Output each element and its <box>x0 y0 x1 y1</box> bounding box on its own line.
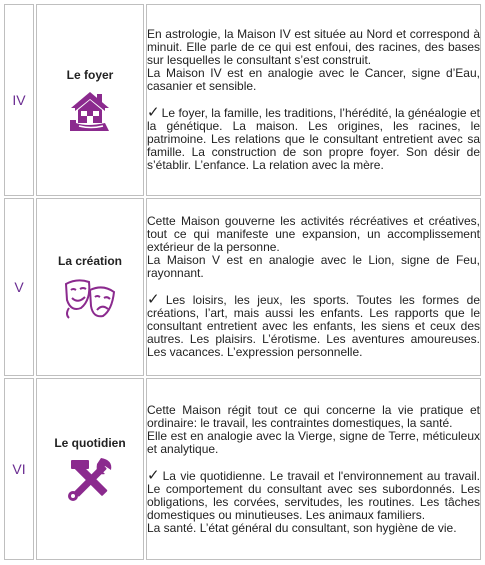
house-title: Le foyer <box>66 68 114 82</box>
house-analogy: La Maison V est en analogie avec le Lion, signe de Feu, rayonnant. <box>147 253 480 280</box>
check-icon: ✓ <box>147 291 164 308</box>
house-cell <box>36 378 144 560</box>
table-row <box>4 198 481 376</box>
house-analogy: Elle est en analogie avec la Vierge, signe de Terre, méticuleux et analytique. <box>147 428 480 456</box>
house-intro: En astrologie, la Maison IV est située au Nord et correspond à minuit. Elle parle de ce qui est enfoui, des racines, des bases sur lesquelles le consultant s’est construit. <box>147 27 480 67</box>
house-intro: Cette Maison régit tout ce qui concerne la vie pratique et ordinaire: le travail, les contraintes domestiques, la santé. <box>147 402 480 430</box>
house-keywords: ✓ La vie quotidienne. Le travail et l'environnement au travail. Le comportement du consultant avec ses subordonnés. Les obligations, les corvées, servitudes, les routines. Les tâches domestiques ou minutieuses. Les animaux familiers. <box>147 466 480 522</box>
house-description <box>146 378 481 560</box>
house-numeral: IV <box>4 4 34 196</box>
house-cell <box>36 4 144 196</box>
check-icon: ✓ <box>147 466 161 484</box>
house-title: La création <box>57 254 123 268</box>
theater-masks-icon <box>63 276 117 320</box>
house-description <box>146 4 481 196</box>
house-analogy: La Maison IV est en analogie avec le Cancer, signe d’Eau, casanier et sensible. <box>147 66 480 93</box>
house-description <box>146 198 481 376</box>
tools-icon <box>67 458 113 502</box>
houses-table <box>2 2 483 562</box>
table-row <box>4 378 481 560</box>
table-row <box>4 4 481 196</box>
house-intro: Cette Maison gouverne les activités récréatives et créatives, tout ce qui manifeste une expansion, un accomplissement extérieur de la personne. <box>147 214 480 254</box>
house-title: Le quotidien <box>54 436 126 450</box>
house-cell <box>36 198 144 376</box>
check-icon: ✓ <box>147 104 160 121</box>
house-numeral: V <box>4 198 34 376</box>
house-extra: La santé. L’état général du consultant, son hygiène de vie. <box>147 520 457 535</box>
house-keywords: ✓ Les loisirs, les jeux, les sports. Toutes les formes de créations, l’art, mais aussi les enfants. Les rapports que le consultant entretient avec les enfants, les siens et ceux des autres. Les plaisirs. L’érotisme. Les aventures amoureuses. Les vacances. L’expression personnelle. <box>147 291 480 359</box>
house-icon <box>67 90 113 132</box>
house-numeral: VI <box>4 378 34 560</box>
house-keywords: ✓ Le foyer, la famille, les traditions, l’hérédité, la généalogie et la génétique. La maison. Les origines, les racines, le patrimoine. Les relations que le consultant entretient avec sa famille. La construction de son propre foyer. Son désir de s’établir. L’enfance. La relation avec la mère. <box>147 104 480 172</box>
